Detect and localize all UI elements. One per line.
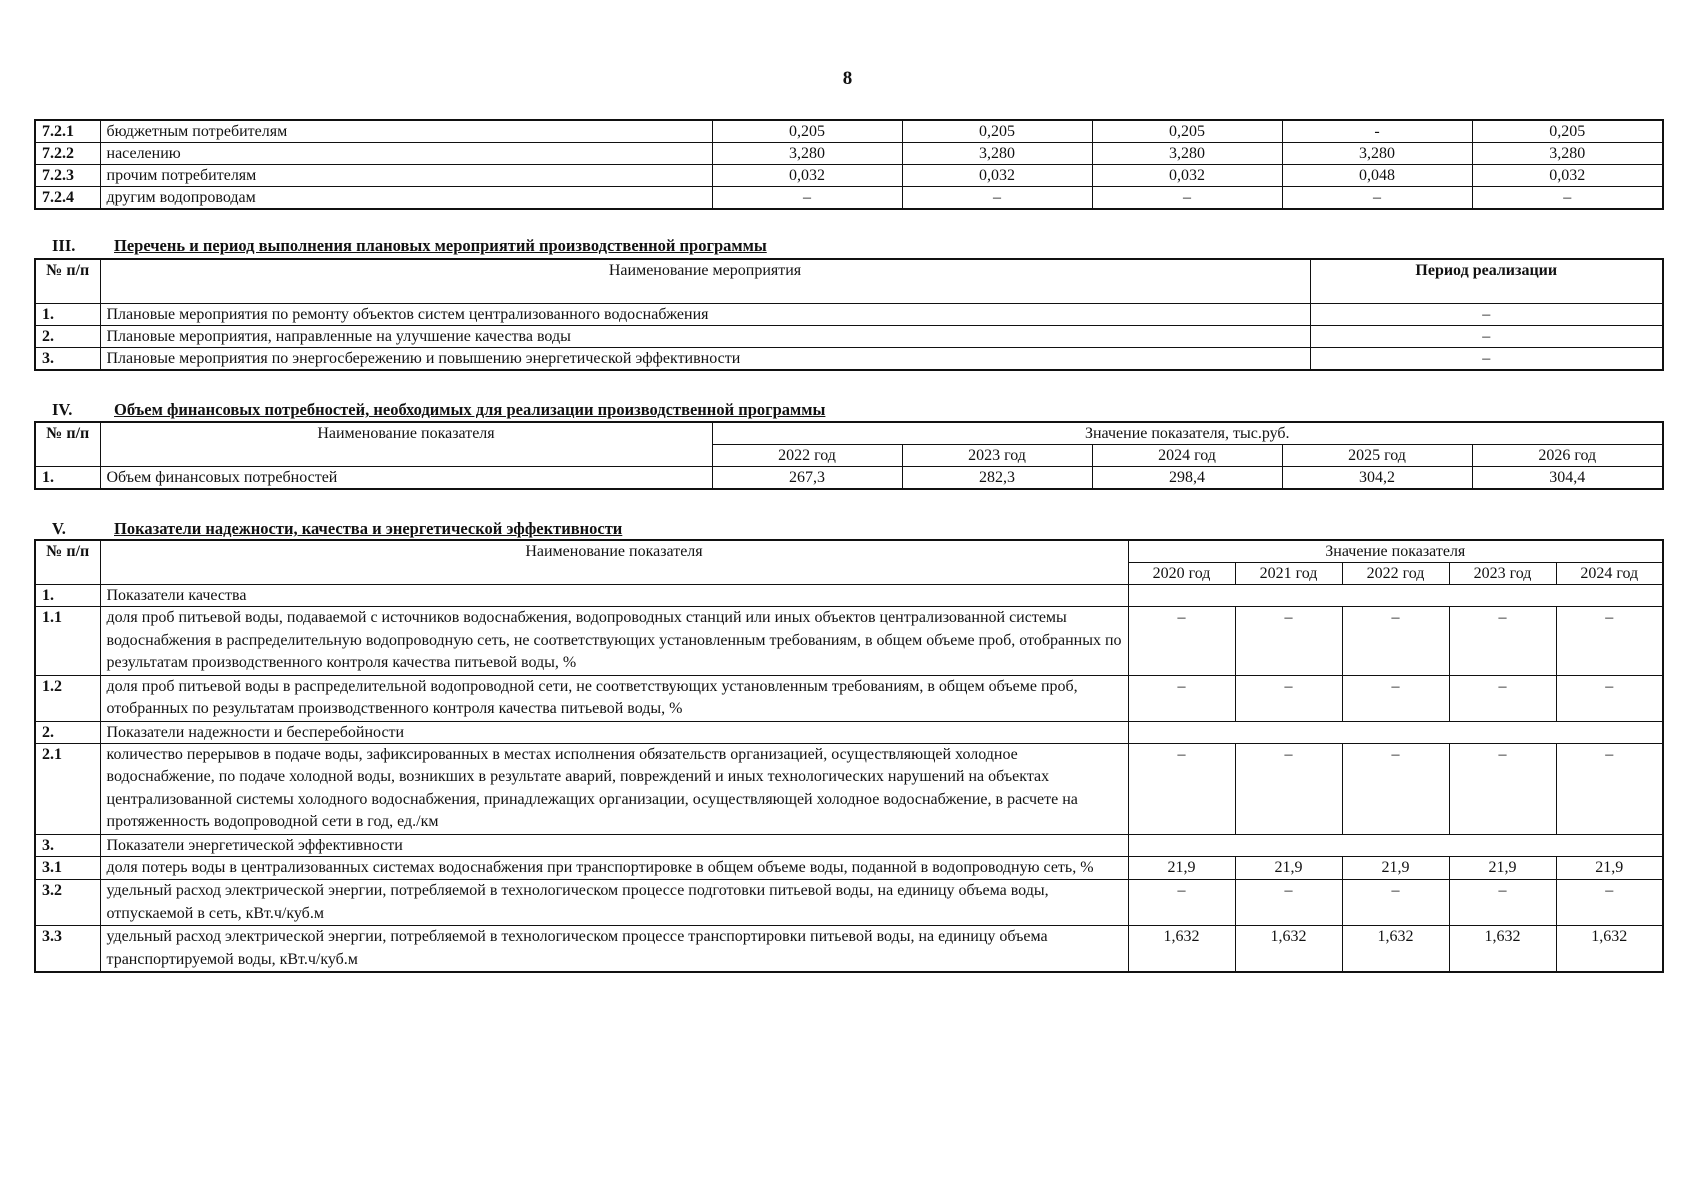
year-header: 2025 год	[1282, 445, 1472, 467]
section3-col-period: Период реализации	[1310, 259, 1663, 303]
table-section3	[34, 258, 1664, 371]
row-number: 2.	[35, 721, 100, 743]
row-name: количество перерывов в подаче воды, зафиксированных в местах исполнения обязательств организацией, осуществляющей холодное водоснабжение, по подаче холодной воды, возникших в результате аварий, повреждений и иных технологических нарушений на объектах централизованной системы холодного водоснабжения, принадлежащих организации, осуществляющей холодное водоснабжение, в расчете на протяженность водопроводной сети в год, ед./км	[100, 743, 1128, 834]
row-value: 1,632	[1556, 926, 1663, 973]
row-period: –	[1310, 325, 1663, 347]
row-value: –	[1342, 675, 1449, 721]
section4-roman: IV.	[52, 400, 73, 419]
row-value: 3,280	[902, 143, 1092, 165]
row-number: 3.2	[35, 880, 100, 926]
row-number: 7.2.3	[35, 165, 100, 187]
row-value: 1,632	[1342, 926, 1449, 973]
row-value: 1,632	[1449, 926, 1556, 973]
year-header: 2024 год	[1556, 563, 1663, 585]
row-value: –	[1235, 880, 1342, 926]
row-number: 1.	[35, 303, 100, 325]
row-value: 0,032	[1472, 165, 1663, 187]
row-number: 1.1	[35, 607, 100, 676]
table-row	[35, 607, 1663, 676]
row-value: –	[1556, 675, 1663, 721]
row-value: –	[1556, 607, 1663, 676]
row-value: 21,9	[1128, 856, 1235, 880]
row-name: бюджетным потребителям	[100, 120, 712, 143]
year-header: 2024 год	[1092, 445, 1282, 467]
row-value: –	[1128, 607, 1235, 676]
row-value: 0,032	[712, 165, 902, 187]
row-number: 2.	[35, 325, 100, 347]
group-row	[35, 585, 1663, 607]
year-header: 2023 год	[1449, 563, 1556, 585]
section4-title	[52, 400, 825, 420]
row-value: -	[1282, 120, 1472, 143]
section3-col-name: Наименование мероприятия	[100, 259, 1310, 303]
year-header: 2022 год	[1342, 563, 1449, 585]
row-number: 3.1	[35, 856, 100, 880]
row-value: –	[1235, 675, 1342, 721]
row-number: 3.	[35, 834, 100, 856]
table-row	[35, 467, 1663, 490]
section5-title-text: Показатели надежности, качества и энергетической эффективности	[114, 519, 623, 538]
table-row	[35, 303, 1663, 325]
section3-roman: III.	[52, 236, 76, 255]
group-row	[35, 721, 1663, 743]
row-value: –	[1128, 743, 1235, 834]
row-value: –	[1449, 743, 1556, 834]
row-name: удельный расход электрической энергии, потребляемой в технологическом процессе транспортировки питьевой воды, на единицу объема транспортируемой воды, кВт.ч/куб.м	[100, 926, 1128, 973]
section5-roman: V.	[52, 519, 66, 538]
row-name: прочим потребителям	[100, 165, 712, 187]
section4-col-name: Наименование показателя	[100, 422, 712, 467]
row-value: –	[1128, 675, 1235, 721]
row-number: 3.3	[35, 926, 100, 973]
section5-title	[52, 519, 622, 539]
row-value: –	[1556, 880, 1663, 926]
row-value: –	[1556, 743, 1663, 834]
row-period: –	[1310, 347, 1663, 370]
row-value: 0,205	[1472, 120, 1663, 143]
row-name: Плановые мероприятия по энергосбережению и повышению энергетической эффективности	[100, 347, 1310, 370]
row-value: 304,2	[1282, 467, 1472, 490]
row-value: –	[712, 187, 902, 210]
table-row	[35, 187, 1663, 210]
table-section4	[34, 421, 1664, 490]
row-value: –	[1235, 607, 1342, 676]
table-row	[35, 743, 1663, 834]
row-value: –	[1235, 743, 1342, 834]
row-value: 3,280	[1092, 143, 1282, 165]
row-number: 1.2	[35, 675, 100, 721]
row-value: 0,032	[1092, 165, 1282, 187]
year-header: 2022 год	[712, 445, 902, 467]
section4-col-num: № п/п	[35, 422, 100, 467]
row-period: –	[1310, 303, 1663, 325]
row-number: 7.2.2	[35, 143, 100, 165]
row-number: 2.1	[35, 743, 100, 834]
table-row	[35, 143, 1663, 165]
table-row	[35, 120, 1663, 143]
row-value: –	[1472, 187, 1663, 210]
row-value: –	[1342, 607, 1449, 676]
group-value-empty	[1128, 585, 1663, 607]
row-name: Плановые мероприятия по ремонту объектов систем централизованного водоснабжения	[100, 303, 1310, 325]
row-value: 298,4	[1092, 467, 1282, 490]
row-value: 304,4	[1472, 467, 1663, 490]
row-value: 3,280	[1472, 143, 1663, 165]
row-name: доля проб питьевой воды, подаваемой с источников водоснабжения, водопроводных станций или иных объектов централизованной системы водоснабжения в распределительную водопроводную сеть, не соответствующих установленным требованиям, в общем объеме проб, отобранных по результатам производственного контроля качества питьевой воды, %	[100, 607, 1128, 676]
row-number: 3.	[35, 347, 100, 370]
row-name: удельный расход электрической энергии, потребляемой в технологическом процессе подготовки питьевой воды, на единицу объема воды, отпускаемой в сеть, кВт.ч/куб.м	[100, 880, 1128, 926]
row-name: Показатели энергетической эффективности	[100, 834, 1128, 856]
row-value: 21,9	[1342, 856, 1449, 880]
year-header: 2023 год	[902, 445, 1092, 467]
section5-col-name: Наименование показателя	[100, 540, 1128, 585]
row-value: 1,632	[1235, 926, 1342, 973]
row-value: 1,632	[1128, 926, 1235, 973]
section4-title-text: Объем финансовых потребностей, необходимых для реализации производственной программы	[114, 400, 826, 419]
table-row	[35, 880, 1663, 926]
group-value-empty	[1128, 721, 1663, 743]
row-number: 7.2.1	[35, 120, 100, 143]
row-name: Плановые мероприятия, направленные на улучшение качества воды	[100, 325, 1310, 347]
year-header: 2021 год	[1235, 563, 1342, 585]
row-value: –	[1449, 880, 1556, 926]
section5-col-value: Значение показателя	[1128, 540, 1663, 563]
row-number: 7.2.4	[35, 187, 100, 210]
row-name: другим водопроводам	[100, 187, 712, 210]
group-value-empty	[1128, 834, 1663, 856]
row-value: 0,205	[1092, 120, 1282, 143]
row-value: 3,280	[712, 143, 902, 165]
row-value: 21,9	[1235, 856, 1342, 880]
table-row	[35, 165, 1663, 187]
row-value: 21,9	[1449, 856, 1556, 880]
year-header: 2020 год	[1128, 563, 1235, 585]
row-name: Показатели надежности и бесперебойности	[100, 721, 1128, 743]
row-name: населению	[100, 143, 712, 165]
section3-title	[52, 236, 767, 256]
table-section5	[34, 539, 1664, 973]
row-value: –	[1342, 743, 1449, 834]
row-value: 3,280	[1282, 143, 1472, 165]
table-row	[35, 325, 1663, 347]
row-value: 0,205	[712, 120, 902, 143]
row-value: 0,048	[1282, 165, 1472, 187]
table-row	[35, 856, 1663, 880]
row-name: Показатели качества	[100, 585, 1128, 607]
row-number: 1.	[35, 585, 100, 607]
section3-col-num: № п/п	[35, 259, 100, 303]
row-number: 1.	[35, 467, 100, 490]
row-value: 0,205	[902, 120, 1092, 143]
row-name: доля проб питьевой воды в распределительной водопроводной сети, не соответствующих установленным требованиям, в общем объеме проб, отобранных по результатам производственного контроля качества питьевой воды, %	[100, 675, 1128, 721]
row-value: 0,032	[902, 165, 1092, 187]
table-continuation	[34, 119, 1664, 210]
row-value: –	[902, 187, 1092, 210]
section3-title-text: Перечень и период выполнения плановых мероприятий производственной программы	[114, 236, 767, 255]
section5-col-num: № п/п	[35, 540, 100, 585]
row-value: –	[1282, 187, 1472, 210]
table-row	[35, 347, 1663, 370]
row-value: –	[1449, 607, 1556, 676]
row-value: –	[1342, 880, 1449, 926]
row-value: –	[1449, 675, 1556, 721]
row-value: 282,3	[902, 467, 1092, 490]
row-value: –	[1092, 187, 1282, 210]
row-name: Объем финансовых потребностей	[100, 467, 712, 490]
row-value: 267,3	[712, 467, 902, 490]
row-value: 21,9	[1556, 856, 1663, 880]
table-row	[35, 675, 1663, 721]
page-number: 8	[842, 68, 853, 89]
row-value: –	[1128, 880, 1235, 926]
year-header: 2026 год	[1472, 445, 1663, 467]
table-row	[35, 926, 1663, 973]
row-name: доля потерь воды в централизованных системах водоснабжения при транспортировке в общем объеме воды, поданной в водопроводную сеть, %	[100, 856, 1128, 880]
group-row	[35, 834, 1663, 856]
section4-col-value: Значение показателя, тыс.руб.	[712, 422, 1663, 445]
